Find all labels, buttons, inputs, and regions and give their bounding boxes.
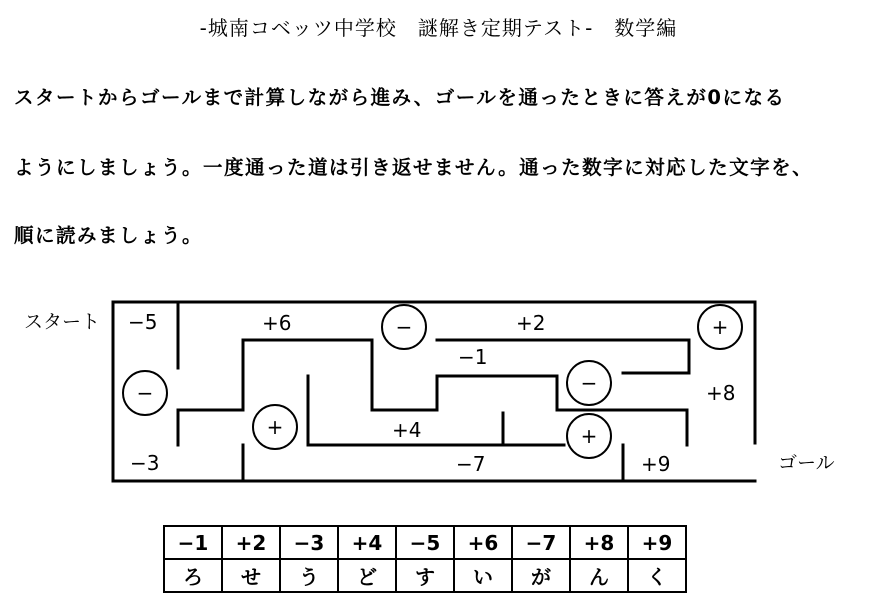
instruction-line-1: スタートからゴールまで計算しながら進み、ゴールを通ったときに答えが0になる xyxy=(14,86,786,109)
maze-number: +9 xyxy=(641,452,671,476)
key-numbers-row xyxy=(164,526,686,559)
key-number: +6 xyxy=(454,526,512,559)
key-number: −7 xyxy=(512,526,570,559)
operator-circle xyxy=(567,414,611,458)
key-letters-row xyxy=(164,559,686,592)
operator-circle xyxy=(698,305,742,349)
operator-circle xyxy=(253,405,297,449)
instruction-line-2: ようにしましょう。一度通った道は引き返せません。通った数字に対応した文字を、 xyxy=(14,156,814,179)
goal-label: ゴール xyxy=(778,452,835,474)
instruction-line-3: 順に読みましょう。 xyxy=(14,224,204,247)
page-title: -城南コベッツ中学校 謎解き定期テスト- 数学編 xyxy=(199,16,678,40)
maze-number: +2 xyxy=(516,311,546,335)
operator-sign: + xyxy=(266,415,284,439)
key-number: +8 xyxy=(570,526,628,559)
maze-number: −3 xyxy=(130,451,160,475)
key-letter: す xyxy=(396,559,454,592)
operator-sign: − xyxy=(395,315,413,339)
maze-number: +6 xyxy=(262,311,292,335)
key-number: +4 xyxy=(338,526,396,559)
operator-sign: + xyxy=(580,424,598,448)
operator-sign: − xyxy=(136,381,154,405)
operator-sign: − xyxy=(580,371,598,395)
key-number: −3 xyxy=(280,526,338,559)
maze-number: −5 xyxy=(128,310,158,334)
maze-number: +4 xyxy=(392,418,422,442)
start-label: スタート xyxy=(24,311,101,333)
maze-number: +8 xyxy=(706,381,736,405)
key-letter: ど xyxy=(338,559,396,592)
operator-circle xyxy=(123,371,167,415)
operator-sign: + xyxy=(711,315,729,339)
key-letter: せ xyxy=(222,559,280,592)
key-letter: ろ xyxy=(164,559,222,592)
maze-number: −1 xyxy=(458,345,488,369)
key-letter: ん xyxy=(570,559,628,592)
maze-number: −7 xyxy=(456,452,486,476)
key-number: +2 xyxy=(222,526,280,559)
answer-key-table xyxy=(163,525,687,593)
key-letter: く xyxy=(628,559,686,592)
key-number: −5 xyxy=(396,526,454,559)
operator-circle xyxy=(382,305,426,349)
key-letter: が xyxy=(512,559,570,592)
key-number: −1 xyxy=(164,526,222,559)
key-number: +9 xyxy=(628,526,686,559)
key-letter: う xyxy=(280,559,338,592)
operator-circle xyxy=(567,361,611,405)
key-letter: い xyxy=(454,559,512,592)
